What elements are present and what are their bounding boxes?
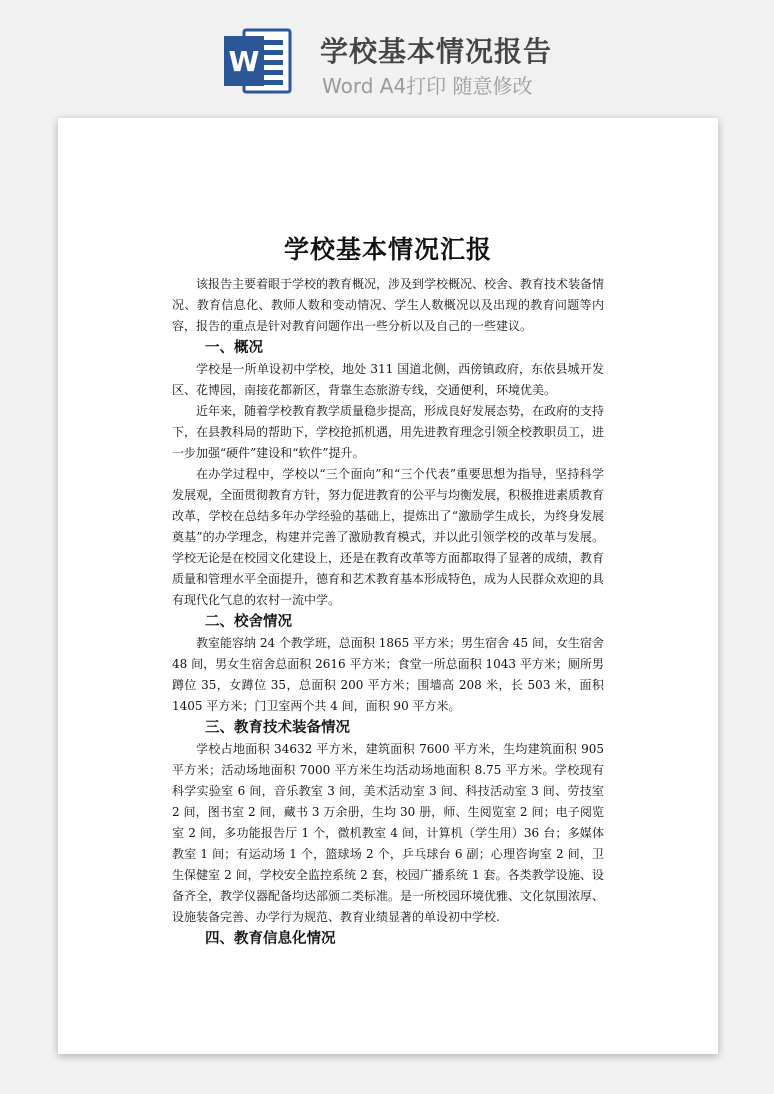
intro-paragraph: 该报告主要着眼于学校的教育概况，涉及到学校概况、校舍、教育技术装备情况、教育信息化、教师人数和变动情况、学生人数概况以及出现的教育问题等内容，报告的重点是针对教育问题作出一些分析以及自己的一些建议。 bbox=[172, 277, 605, 333]
document-body bbox=[172, 274, 604, 950]
word-icon-letter: W bbox=[228, 45, 260, 78]
paragraph: 在办学过程中，学校以“三个面向”和“三个代表”重要思想为指导，坚持科学发展观，全面贯彻教育方针，努力促进教育的公平与均衡发展，积极推进素质教育改革，学校在总结多年办学经验的基础上，提炼出了“激励学生成长，为终身发展奠基”的办学理念，构建并完善了激励教育模式，并以此引领学校的改革与发展。学校无论是在校园文化建设上，还是在教育改革等方面都取得了显著的成绩，教育质量和管理水平全面提升，德育和艺术教育基本形成特色，成为人民群众欢迎的具有现代化气息的农村一流中学。 bbox=[172, 467, 605, 607]
banner-subtitle: Word A4打印 随意修改 bbox=[322, 74, 533, 98]
paragraph: 教室能容纳 24 个教学班，总面积 1865 平方米；男生宿舍 45 间，女生宿舍 48 间，男女生宿舍总面积 2616 平方米；食堂一所总面积 1043 平方米；厕所男蹲位 35，女蹲位 35，总面积 200 平方米；围墙高 208 米，长 503 米，面积 1405 平方米；门卫室两个共 4 间，面积 90 平方米。 bbox=[172, 636, 604, 713]
document-title: 学校基本情况汇报 bbox=[283, 235, 492, 264]
document-page bbox=[58, 118, 718, 1054]
banner-header bbox=[0, 0, 774, 110]
section-heading-informatization: 四、教育信息化情况 bbox=[205, 931, 336, 947]
paragraph: 学校是一所单设初中学校，地处 311 国道北侧，西傍镇政府，东依县城开发区、花博园，南接花都新区，背靠生态旅游专线，交通便利，环境优美。 bbox=[172, 362, 604, 397]
banner-title: 学校基本情况报告 bbox=[320, 35, 553, 68]
word-document-icon bbox=[222, 24, 296, 98]
paragraph: 近年来，随着学校教育教学质量稳步提高，形成良好发展态势，在政府的支持下，在县教科局的帮助下，学校抢抓机遇，用先进教育理念引领全校教职员工，进一步加强“硬件”建设和“软件”提升。 bbox=[172, 404, 605, 460]
section-heading-buildings: 二、校舍情况 bbox=[205, 614, 292, 630]
section-heading-equipment: 三、教育技术装备情况 bbox=[205, 720, 350, 736]
section-heading-overview: 一、概况 bbox=[205, 340, 263, 356]
paragraph: 学校占地面积 34632 平方米，建筑面积 7600 平方米，生均建筑面积 905 平方米；活动场地面积 7000 平方米生均活动场地面积 8.75 平方米。学校现有科学实验室 6 间，音乐教室 3 间，美术活动室 3 间、科技活动室 3 间、劳技室 2 间，图书室 2 间，藏书 3 万余册，生均 30 册，师、生阅览室 2 间；电子阅览室 2 间，多功能报告厅 1 个，微机教室 4 间，计算机（学生用）36 台；多媒体教室 1 间；有运动场 1 个，篮球场 2 个，乒乓球台 6 副；心理咨询室 2 间，卫生保健室 2 间，学校安全监控系统 2 套，校园广播系统 1 套。各类教学设施、设备齐全，教学仪器配备均达部颁二类标准。是一所校园环境优雅、文化氛围浓厚、设施装备完善、办学行为规范、教育业绩显著的单设初中学校. bbox=[172, 742, 605, 924]
